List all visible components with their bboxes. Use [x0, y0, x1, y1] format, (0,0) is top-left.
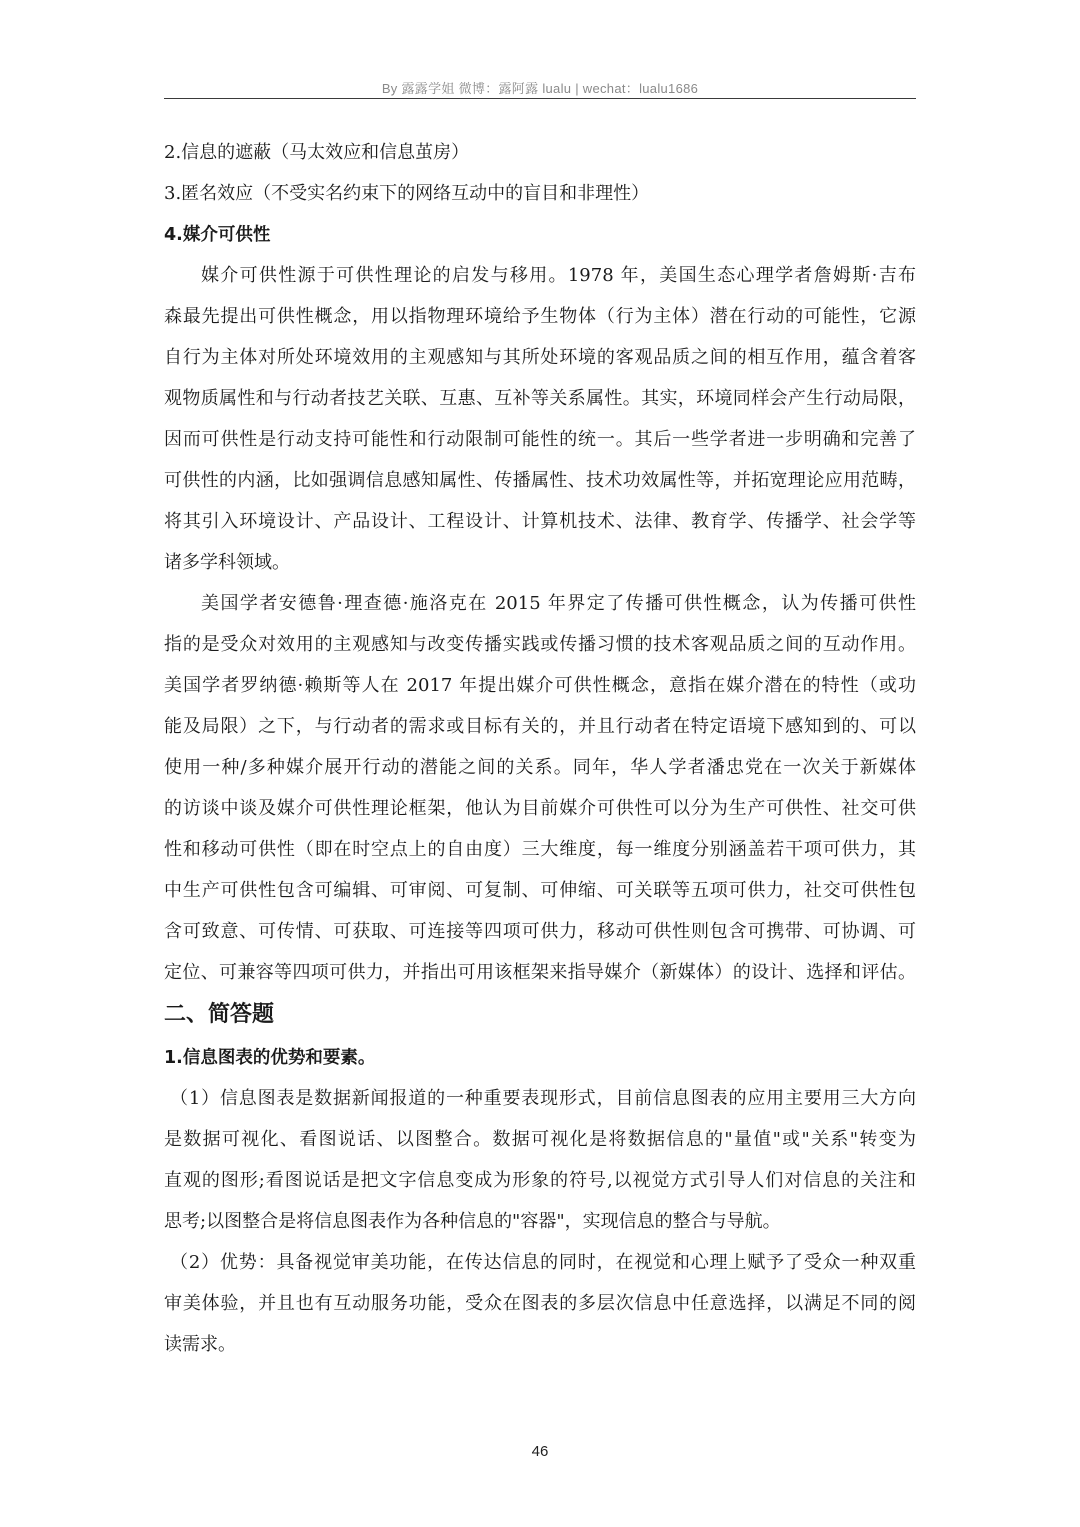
paragraph-line: 美国学者罗纳德·赖斯等人在 2017 年提出媒介可供性概念，意指在媒介潜在的特性（或功 [164, 675, 916, 696]
page-number: 46 [531, 1443, 549, 1460]
paragraph-line: 思考;以图整合是将信息图表作为各种信息的"容器"，实现信息的整合与导航。 [164, 1211, 781, 1232]
paragraph-line: 森最先提出可供性概念，用以指物理环境给予生物体（行为主体）潜在行动的可能性，它源 [164, 306, 916, 327]
paragraph-3 [164, 1084, 916, 1248]
question-heading: 1.信息图表的优势和要素。 [164, 1048, 376, 1068]
paragraph-line: 观物质属性和与行动者技艺关联、互惠、互补等关系属性。其实，环境同样会产生行动局限， [164, 388, 916, 409]
paragraph-line: 中生产可供性包含可编辑、可审阅、可复制、可伸缩、可关联等五项可供力，社交可供性包 [164, 880, 916, 901]
paragraph-4 [164, 1248, 916, 1371]
paragraph-line: 读需求。 [164, 1334, 236, 1355]
page-header: By 露露学姐 微博：露阿露 lualu | wechat：lualu1686 [381, 81, 699, 96]
paragraph-line: 能及局限）之下，与行动者的需求或目标有关的，并且行动者在特定语境下感知到的、可以 [164, 716, 916, 737]
paragraph-line: 将其引入环境设计、产品设计、工程设计、计算机技术、法律、教育学、传播学、社会学等 [164, 511, 916, 532]
paragraph-line: 性和移动可供性（即在时空点上的自由度）三大维度，每一维度分别涵盖若干项可供力，其 [164, 839, 916, 860]
paragraph-line: 指的是受众对效用的主观感知与改变传播实践或传播习惯的技术客观品质之间的互动作用。 [164, 634, 916, 655]
list-item-2: 2.信息的遮蔽（马太效应和信息茧房） [164, 142, 470, 163]
section-heading: 二、简答题 [164, 1002, 275, 1027]
paragraph-line: 媒介可供性源于可供性理论的启发与移用。1978 年，美国生态心理学者詹姆斯·吉布 [201, 265, 916, 286]
header-divider [164, 98, 916, 99]
paragraph-line: 定位、可兼容等四项可供力，并指出可用该框架来指导媒介（新媒体）的设计、选择和评估。 [164, 962, 916, 983]
paragraph-line: 美国学者安德鲁·理查德·施洛克在 2015 年界定了传播可供性概念，认为传播可供性 [201, 593, 916, 614]
paragraph-line: 是数据可视化、看图说话、以图整合。数据可视化是将数据信息的"量值"或"关系"转变为 [164, 1129, 916, 1150]
list-item-3: 3.匿名效应（不受实名约束下的网络互动中的盲目和非理性） [164, 183, 650, 204]
paragraph-line: 使用一种/多种媒介展开行动的潜能之间的关系。同年，华人学者潘忠党在一次关于新媒体 [164, 757, 916, 778]
paragraph-line: 直观的图形;看图说话是把文字信息变成为形象的符号,以视觉方式引导人们对信息的关注和 [164, 1170, 916, 1191]
paragraph-line: 含可致意、可传情、可获取、可连接等四项可供力，移动可供性则包含可携带、可协调、可 [164, 921, 916, 942]
paragraph-line: 自行为主体对所处环境效用的主观感知与其所处环境的客观品质之间的相互作用，蕴含着客 [164, 347, 916, 368]
subheading-media-affordance: 4.媒介可供性 [164, 225, 271, 245]
document-body [164, 138, 916, 1371]
paragraph-line: （1）信息图表是数据新闻报道的一种重要表现形式，目前信息图表的应用主要用三大方向 [170, 1088, 916, 1109]
paragraph-line: 诸多学科领域。 [164, 552, 290, 573]
paragraph-line: 可供性的内涵，比如强调信息感知属性、传播属性、技术功效属性等，并拓宽理论应用范畴， [164, 470, 916, 491]
paragraph-line: 审美体验，并且也有互动服务功能，受众在图表的多层次信息中任意选择，以满足不同的阅 [164, 1293, 916, 1314]
paragraph-line: （2）优势：具备视觉审美功能，在传达信息的同时，在视觉和心理上赋予了受众一种双重 [170, 1252, 916, 1273]
paragraph-1 [164, 261, 916, 589]
paragraph-line: 因而可供性是行动支持可能性和行动限制可能性的统一。其后一些学者进一步明确和完善了 [164, 429, 916, 450]
paragraph-line: 的访谈中谈及媒介可供性理论框架，他认为目前媒介可供性可以分为生产可供性、社交可供 [164, 798, 916, 819]
paragraph-2 [164, 589, 916, 999]
